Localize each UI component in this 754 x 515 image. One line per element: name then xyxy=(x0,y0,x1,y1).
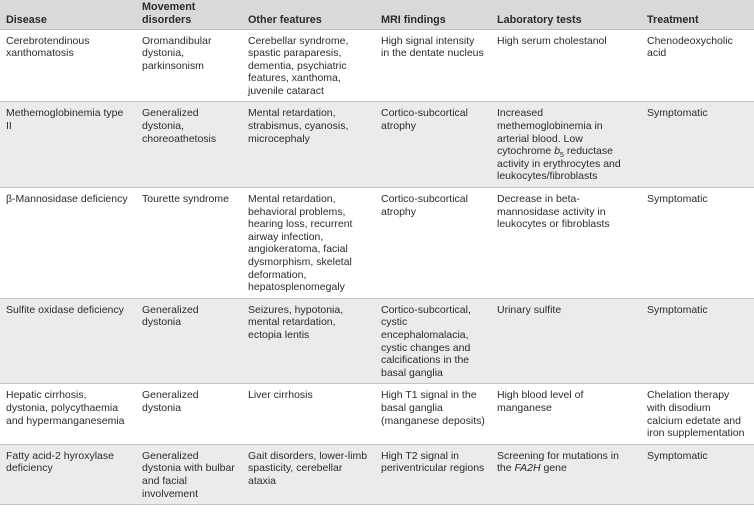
cell-treatment: Symptomatic xyxy=(647,449,708,462)
cell-other-features: Mental retardation, behavioral problems, hearing loss, recurrent airway infection, angiokeratoma, facial dysmorphism, skeletal deformation, hepatosplenomegaly xyxy=(248,193,353,294)
cell-movement-disorders: Generalized dystonia xyxy=(142,303,199,329)
cell-disease: Hepatic cirrhosis, dystonia, polycythaemia and hypermanganesemia xyxy=(6,389,125,427)
cell-other-features: Gait disorders, lower-limb spasticity, cerebellar ataxia xyxy=(248,449,368,487)
column-header-disease: Disease xyxy=(0,0,136,29)
cell-laboratory-tests: Urinary sulfite xyxy=(497,303,562,316)
cell-mri-findings: Cortico-subcortical atrophy xyxy=(381,193,468,218)
cell-laboratory-tests xyxy=(491,444,641,504)
cell-laboratory-tests xyxy=(491,102,641,188)
table-row xyxy=(0,29,754,102)
cell-other-features: Liver cirrhosis xyxy=(248,389,313,402)
table-row xyxy=(0,384,754,444)
lab-text-after: gene xyxy=(540,462,567,475)
cell-laboratory-tests: Decrease in beta-mannosidase activity in leukocytes or fibroblasts xyxy=(497,193,610,231)
cell-laboratory-tests: High serum cholestanol xyxy=(497,34,607,47)
lab-text-italic: FA2H xyxy=(514,462,541,475)
cell-laboratory-tests: High blood level of manganese xyxy=(497,389,584,414)
column-header-other-features: Other features xyxy=(242,0,375,29)
cell-mri-findings: High T1 signal in the basal ganglia (manganese deposits) xyxy=(381,389,485,427)
table-row xyxy=(0,188,754,299)
cell-other-features: Mental retardation, strabismus, cyanosis, microcephaly xyxy=(248,107,349,145)
column-header-movement-disorders: Movement disorders xyxy=(136,0,242,29)
cell-treatment: Symptomatic xyxy=(647,193,708,206)
cell-mri-findings: High signal intensity in the dentate nucleus xyxy=(381,34,484,60)
lab-text-italic: b xyxy=(554,145,561,158)
lab-text-subscript: 5 xyxy=(560,152,564,160)
cell-disease: Cerebrotendinous xanthomatosis xyxy=(6,34,90,60)
cell-other-features: Seizures, hypotonia, mental retardation, ectopia lentis xyxy=(248,303,344,341)
table-row xyxy=(0,444,754,504)
lab-text-before: Increased methemoglobinemia in arterial blood. Low cytochrome xyxy=(497,107,603,158)
cell-movement-disorders: Tourette syndrome xyxy=(142,193,229,206)
cell-mri-findings: Cortico-subcortical, cystic encephalomalacia, cystic changes and calcifications in the basal ganglia xyxy=(381,303,471,379)
cell-treatment: Chenodeoxycholic acid xyxy=(647,34,733,60)
lab-text-after: reductase activity in erythrocytes and leukocytes/fibroblasts xyxy=(497,145,621,183)
cell-treatment: Chelation therapy with disodium calcium edetate and iron supplementation xyxy=(647,389,745,440)
cell-disease: β-Mannosidase deficiency xyxy=(6,193,128,206)
lab-text-before: Screening for mutations in the xyxy=(497,449,619,475)
cell-other-features: Cerebellar syndrome, spastic paraparesis, dementia, psychiatric features, xanthoma, juvenile cataract xyxy=(248,34,349,97)
column-header-mri-findings: MRI findings xyxy=(375,0,491,29)
cell-disease: Fatty acid-2 hyroxylase deficiency xyxy=(6,449,114,475)
cell-treatment: Symptomatic xyxy=(647,303,708,316)
table-row xyxy=(0,298,754,384)
column-header-laboratory-tests: Laboratory tests xyxy=(491,0,641,29)
cell-treatment: Symptomatic xyxy=(647,107,708,120)
cell-disease: Methemoglobinemia type II xyxy=(6,107,124,133)
cell-movement-disorders: Oromandibular dystonia, parkinsonism xyxy=(142,34,212,72)
table-header-row xyxy=(0,0,754,29)
cell-movement-disorders: Generalized dystonia with bulbar and facial involvement xyxy=(142,449,235,500)
cell-disease: Sulfite oxidase deficiency xyxy=(6,303,124,316)
cell-mri-findings: High T2 signal in periventricular regions xyxy=(381,449,485,475)
table-row xyxy=(0,102,754,188)
cell-movement-disorders: Generalized dystonia xyxy=(142,389,199,414)
cell-mri-findings: Cortico-subcortical atrophy xyxy=(381,107,468,133)
column-header-treatment: Treatment xyxy=(641,0,754,29)
cell-movement-disorders: Generalized dystonia, choreoathetosis xyxy=(142,107,217,145)
